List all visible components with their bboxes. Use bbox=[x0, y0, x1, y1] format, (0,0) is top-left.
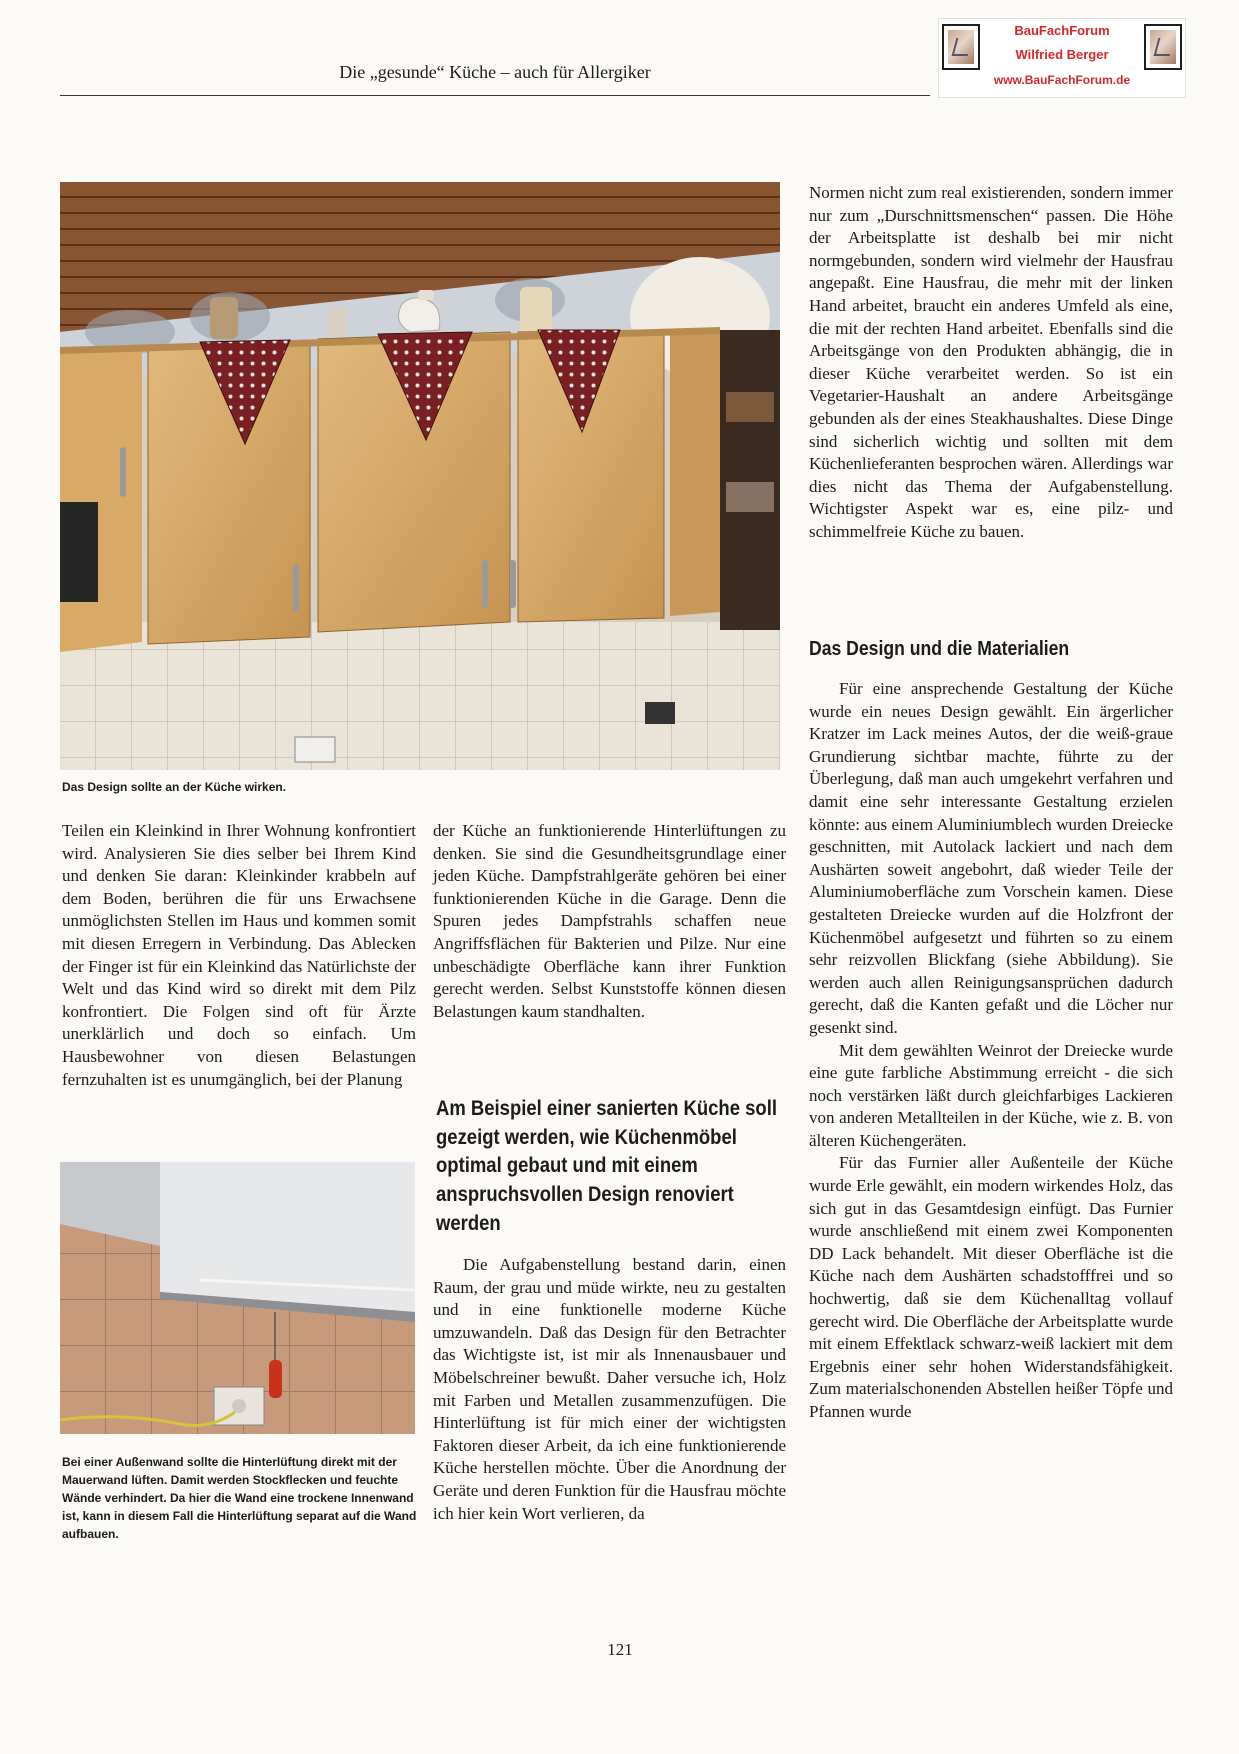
logo-brand: BauFachForum bbox=[1014, 23, 1110, 38]
column3-paragraph: Für eine ansprechende Gestaltung der Küche wurde ein neues Design gewählt. Ein ärgerlicher Kratzer im Lack meines Autos, der die weiß-graue Grundierung sichtbar machte, führte zu der Überlegung, daß man auch umgekehrt verfahren und damit eine sehr interessante Gestaltung erzielen könnte: aus einem Aluminiumblech wurden Dreiecke geschnitten, mit Autolack lackiert und nach dem Aushärten soweit angebohrt, daß wieder Teile der Aluminiumoberfläche zum Vorschein kamen. Diese gestalteten Dreiecke wurden auf die Holzfront der Küchenmöbel aufgesetzt und führten so zu einem sehr reizvollen Blickfang (siehe Abbildung). Sie werden auch allen Reinigungsansprüchen dadurch gerecht, daß die Kanten gefaßt und die Löcher nur gesenkt sind. bbox=[809, 679, 1173, 1037]
column-3-bottom-text bbox=[809, 678, 1173, 1424]
bauforum-logo[interactable] bbox=[938, 18, 1186, 98]
column3-paragraph: Normen nicht zum real existierenden, sondern immer nur zum „Durschnittsmenschen“ passen. Die Höhe der Arbeitsplatte ist deshalb bei mir nicht normgebunden, sondern wird vielmehr der Hausfrau angepaßt. Eine Hausfrau, die mehr mit der linken Hand arbeitet, braucht ein anderes Umfeld als eine, die mit der rechten Hand arbeitet. Ebenfalls sind die Arbeitsgänge von den Produkten abhängig, die in dieser Küche verarbeitet werden. So ist ein Vegetarier-Haushalt an andere Arbeitsgänge gebunden als der eines Steakhaushaltes. Diese Dinge sind sicherlich wichtig und sollten mit dem Küchenlieferanten besprochen wären. Allerdings war dies nicht das Thema der Aufgabenstellung. Wichtigster Aspekt war es, eine pilz- und schimmelfreie Küche zu bauen. bbox=[809, 183, 1173, 541]
column2-paragraph: Die Aufgabenstellung bestand darin, einen Raum, der grau und müde wirkte, neu zu gestalten und in eine funktionelle moderne Küche umzuwandeln. Daß das Design für den Betrachter das Wichtigste ist, ist mir als Innenausbauer und Möbelschreiner bewußt. Daher versuche ich, Holz mit Farben und Metallen zusammenzufügen. Die Hinterlüftung ist für mich einer der wichtigsten Faktoren dieser Arbeit, da ich eine funktionierende Küche herstellen möchte. Über die Anordnung der Geräte und deren Funktion für die Hausfrau möchte ich hier kein Wort verlieren, da bbox=[433, 1255, 786, 1523]
column-2-top-text bbox=[433, 820, 786, 1023]
ventilated-wall-photo bbox=[60, 1162, 415, 1434]
column-3-top-text bbox=[809, 182, 1173, 544]
logo-house-icon-left bbox=[942, 24, 980, 70]
logo-url[interactable]: www.BauFachForum.de bbox=[993, 73, 1131, 87]
running-head: Die „gesunde“ Küche – auch für Allergiker bbox=[339, 62, 651, 82]
kitchen-cabinet-photo bbox=[60, 182, 780, 770]
column3-paragraph: Mit dem gewählten Weinrot der Dreiecke wurde eine gute farbliche Abstimmung erreicht - die sich noch verstärken läßt durch gleichfarbiges Lackieren von anderen Metallteilen in der Küche, wie z. B. von älteren Küchengeräten. bbox=[809, 1040, 1173, 1150]
page-number: 121 bbox=[607, 1640, 633, 1659]
logo-house-icon-right bbox=[1144, 24, 1182, 70]
column3-paragraph: Für das Furnier aller Außenteile der Küche wurde Erle gewählt, ein modern wirkendes Holz, das sich gut in das Gesamtdesign einfügt. Das Furnier wurde anschließend mit einem zwei Komponenten DD Lack behandelt. Mit dieser Oberfläche ist die Küche nach dem Aushärten schadstofffrei und so hochwertig, daß sie dem Küchenalltag vollauf gerecht wird. Die Oberfläche der Arbeitsplatte wurde mit einem Effektlack schwarz-weiß lackiert mit dem Ergebnis einer sehr hohen Widerstandsfähigkeit. Zum materialschonenden Abstellen heißer Töpfe und Pfannen wurde bbox=[809, 1153, 1173, 1421]
column1-paragraph: Teilen ein Kleinkind in Ihrer Wohnung konfrontiert wird. Analysieren Sie dies selber bei Ihrem Kind und denken Sie daran: Kleinkinder krabbeln auf dem Boden, berühren die für uns Erwachsene unmöglichsten Stellen im Haus und kommen somit mit diesen Erregern in Verbindung. Das Ablecken der Finger ist für ein Kleinkind das Natürlichste der Welt und das Kind wird so direkt mit dem Pilz konfrontiert. Die Folgen sind oft für Ärzte unerklärlich und doch so einfach. Um Hausbewohner von diesen Belastungen fernzuhalten ist es unumgänglich, bei der Planung bbox=[62, 821, 416, 1089]
photo1-caption: Das Design sollte an der Küche wirken. bbox=[62, 780, 287, 794]
pull-quote: Am Beispiel einer sanierten Küche soll gezeigt werden, wie Küchenmöbel optimal gebaut und mit einem anspruchsvollen Design renoviert werden bbox=[436, 1097, 777, 1235]
column-1-text bbox=[62, 820, 416, 1091]
column2-paragraph: der Küche an funktionierende Hinterlüftungen zu denken. Sie sind die Gesundheitsgrundlage einer jeden Küche. Dampfstrahlgeräte gehören bei einer funktionierenden Küche in die Garage. Denn die Spuren jedes Dampfstrahls schaffen neue Angriffsflächen für Bakterien und Pilze. Nur eine unbeschädigte Oberfläche kann ihrer Funktion gerecht werden. Selbst Kunststoffe können diesen Belastungen kaum standhalten. bbox=[433, 821, 786, 1021]
section-subheading: Das Design und die Materialien bbox=[809, 638, 1070, 660]
column-2-bottom-text bbox=[433, 1254, 786, 1525]
logo-owner: Wilfried Berger bbox=[1015, 47, 1109, 62]
header-rule bbox=[60, 95, 930, 96]
photo2-caption: Bei einer Außenwand sollte die Hinterlüftung direkt mit der Mauerwand lüften. Damit werden Stockflecken und feuchte Wände verhindert. Da hier die Wand eine trockene Innenwand ist, kann in diesem Fall die Hinterlüftung separat auf die Wand aufbauen. bbox=[62, 1455, 417, 1541]
